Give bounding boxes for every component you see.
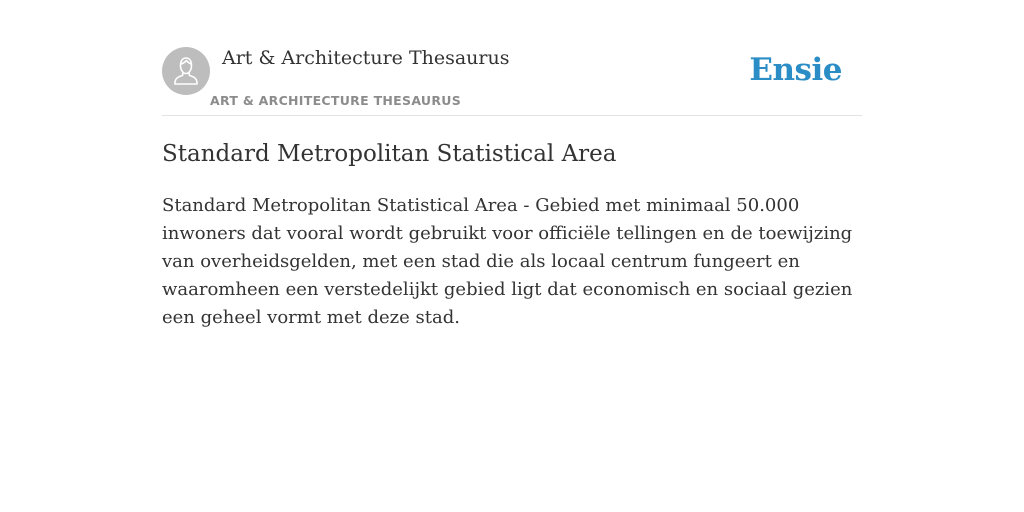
author-name[interactable]: Art & Architecture Thesaurus xyxy=(222,47,510,69)
page-title: Standard Metropolitan Statistical Area xyxy=(162,141,617,167)
avatar[interactable] xyxy=(162,47,210,95)
source-label[interactable]: ART & ARCHITECTURE THESAURUS xyxy=(210,93,462,108)
entry-card xyxy=(162,0,862,512)
ensie-logo[interactable]: Ensie xyxy=(749,52,842,88)
entry-header xyxy=(162,0,862,116)
user-icon xyxy=(162,47,210,95)
definition-text: Standard Metropolitan Statistical Area - Gebied met minimaal 50.000 inwoners dat vooral wordt gebruikt voor officiële tellingen en de toewijzing van overheidsgelden, met een stad die als locaal centrum fungeert en waaromheen een verstedelijkt gebied ligt dat economisch en sociaal gezien een geheel vormt met deze stad. xyxy=(162,195,853,328)
